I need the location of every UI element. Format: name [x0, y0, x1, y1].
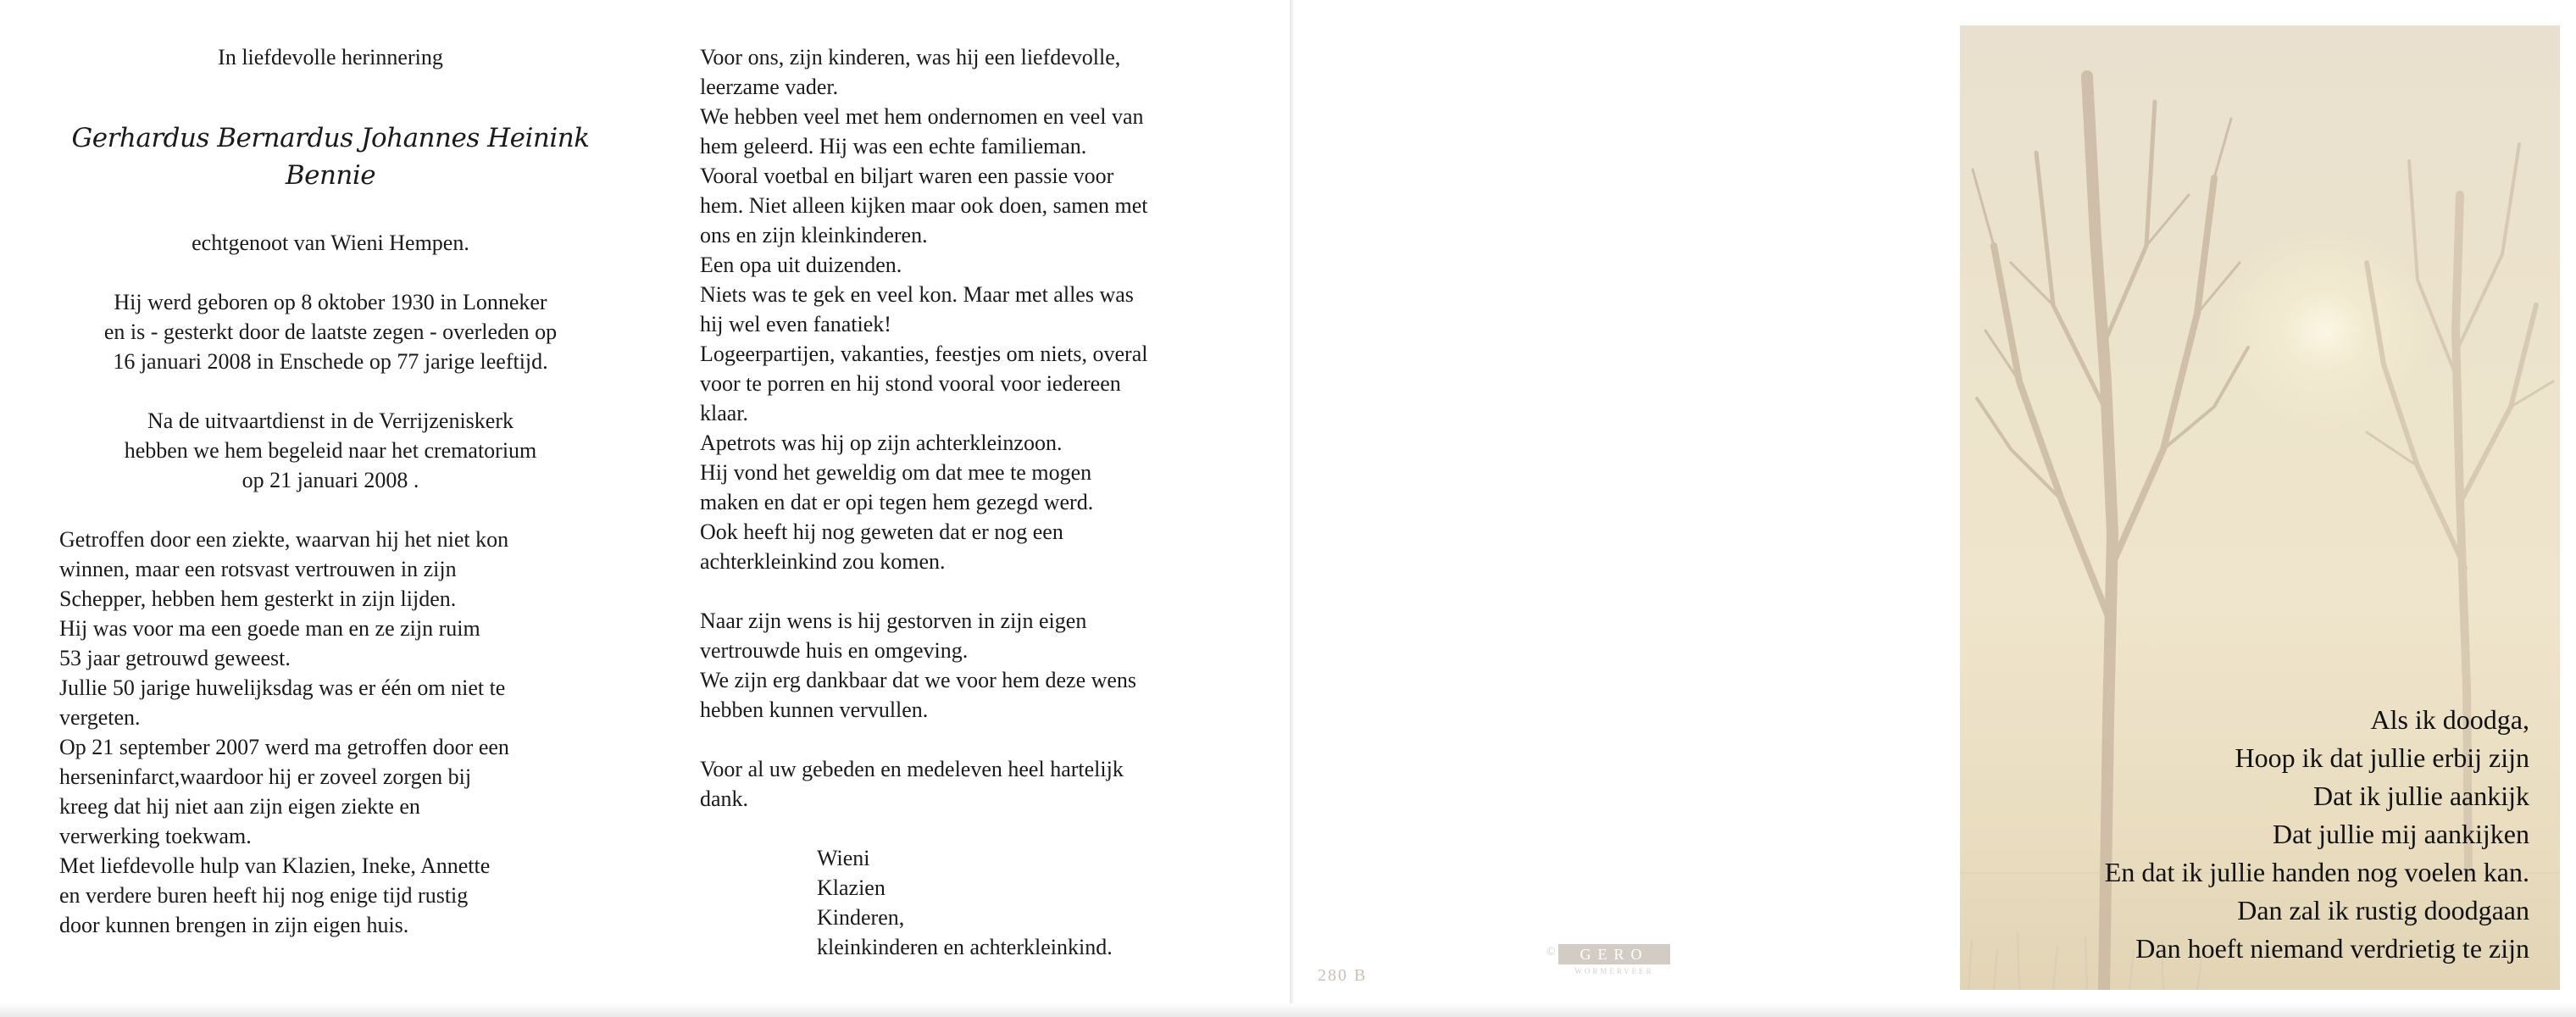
signature-line: Klazien	[817, 875, 886, 900]
misty-trees-photo	[1960, 25, 2560, 990]
text-line: en is - gesterkt door de laatste zegen - overleden op	[103, 320, 558, 344]
copyright-mark: ©	[1546, 946, 1556, 959]
text-line: Voor al uw gebeden en medeleven heel hartelijk	[700, 757, 1124, 781]
text-line: hem geleerd. Hij was een echte familieman.	[700, 134, 1087, 158]
poem-line: En dat ik jullie handen nog voelen kan.	[2104, 857, 2529, 887]
text-line: Apetrots was hij op zijn achterkleinzoon.	[700, 431, 1063, 455]
memorial-poem	[2105, 701, 2529, 968]
text-line: We hebben veel met hem ondernomen en veel van	[700, 104, 1144, 129]
deceased-full-name: Gerhardus Bernardus Johannes Heinink	[71, 123, 590, 153]
funeral-paragraph	[59, 406, 602, 495]
text-line: Een opa uit duizenden.	[700, 253, 902, 277]
deceased-name-block	[59, 119, 602, 194]
card-code: 280 B	[1318, 966, 1368, 985]
deceased-nickname: Bennie	[285, 160, 376, 191]
text-line: vergeten.	[59, 705, 141, 730]
text-line: hebben kunnen vervullen.	[700, 697, 929, 722]
text-line: maken en dat er opi tegen hem gezegd werd.	[700, 490, 1094, 514]
text-line: Naar zijn wens is hij gestorven in zijn eigen	[700, 609, 1087, 633]
text-line: klaar.	[700, 401, 749, 425]
text-line: Met liefdevolle hulp van Klazien, Ineke, Annette	[59, 853, 491, 878]
bottom-edge-shadow	[0, 1003, 2576, 1017]
text-line: Jullie 50 jarige huwelijksdag was er één om niet te	[59, 675, 506, 700]
text-line: verwerking toekwam.	[59, 824, 252, 848]
text-line: Hij werd geboren op 8 oktober 1930 in Lonneker	[114, 290, 547, 314]
thanks-paragraph	[700, 754, 1251, 814]
text-line: en verdere buren heeft hij nog enige tijd rustig	[59, 883, 469, 908]
signature-line: kleinkinderen en achterkleinkind.	[817, 935, 1113, 959]
text-line: hebben we hem begeleid naar het crematorium	[124, 438, 537, 463]
home-paragraph	[700, 606, 1251, 725]
left-column	[59, 42, 602, 940]
text-line: herseninfarct,waardoor hij er zoveel zorgen bij	[59, 764, 472, 789]
text-line: op 21 januari 2008 .	[242, 468, 419, 492]
illness-paragraph	[59, 525, 602, 940]
poem-line: Als ik doodga,	[2370, 704, 2529, 735]
poem-line: Dat jullie mij aankijken	[2272, 819, 2529, 849]
signature-line: Wieni	[817, 846, 870, 870]
family-paragraph	[700, 42, 1251, 576]
signature-line: Kinderen,	[817, 905, 905, 930]
text-line: 53 jaar getrouwd geweest.	[59, 646, 291, 670]
poem-line: Dat ik jullie aankijk	[2312, 781, 2529, 811]
publisher-logo	[1546, 944, 1674, 975]
poem-line: Dan hoeft niemand verdrietig te zijn	[2135, 933, 2529, 964]
text-line: Getroffen door een ziekte, waarvan hij het niet kon	[59, 527, 509, 552]
text-line: kreeg dat hij niet aan zijn eigen ziekte en	[59, 794, 420, 819]
text-line: We zijn erg dankbaar dat we voor hem deze wens	[700, 668, 1137, 692]
right-column	[700, 42, 1251, 962]
signatures	[817, 843, 1251, 962]
publisher-name: GERO	[1558, 944, 1670, 964]
text-line: Logeerpartijen, vakanties, feestjes om niets, overal	[700, 342, 1148, 366]
text-line: ons en zijn kleinkinderen.	[700, 223, 928, 247]
text-line: vertrouwde huis en omgeving.	[700, 638, 969, 663]
publisher-subtitle: WORMERVEER	[1574, 967, 1654, 975]
poem-line: Dan zal ik rustig doodgaan	[2237, 895, 2529, 925]
text-line: 16 januari 2008 in Enschede op 77 jarige leeftijd.	[113, 349, 548, 374]
text-line: Schepper, hebben hem gesterkt in zijn lijden.	[59, 586, 457, 611]
text-line: Niets was te gek en veel kon. Maar met alles was	[700, 282, 1134, 307]
poem-line: Hoop ik dat jullie erbij zijn	[2235, 742, 2529, 773]
spouse-line: echtgenoot van Wieni Hempen.	[192, 231, 469, 255]
birth-death-paragraph	[59, 287, 602, 376]
text-line: Hij vond het geweldig om dat mee te mogen	[700, 460, 1092, 485]
text-line: hem. Niet alleen kijken maar ook doen, samen met	[700, 193, 1148, 218]
text-line: hij wel even fanatiek!	[700, 312, 891, 336]
text-line: Na de uitvaartdienst in de Verrijzeniskerk	[147, 408, 514, 433]
text-line: winnen, maar een rotsvast vertrouwen in zijn	[59, 557, 457, 581]
page-heading: In liefdevolle herinnering	[218, 45, 443, 69]
text-line: Op 21 september 2007 werd ma getroffen door een	[59, 735, 509, 759]
text-line: Voor ons, zijn kinderen, was hij een liefdevolle,	[700, 45, 1121, 69]
text-line: voor te porren en hij stond vooral voor iedereen	[700, 371, 1121, 396]
text-line: Hij was voor ma een goede man en ze zijn ruim	[59, 616, 480, 641]
text-line: achterkleinkind zou komen.	[700, 549, 946, 574]
text-line: Ook heeft hij nog geweten dat er nog een	[700, 520, 1063, 544]
text-line: door kunnen brengen in zijn eigen huis.	[59, 913, 409, 937]
text-line: leerzame vader.	[700, 75, 839, 99]
text-line: dank.	[700, 786, 749, 811]
text-line: Vooral voetbal en biljart waren een passie voor	[700, 164, 1114, 188]
